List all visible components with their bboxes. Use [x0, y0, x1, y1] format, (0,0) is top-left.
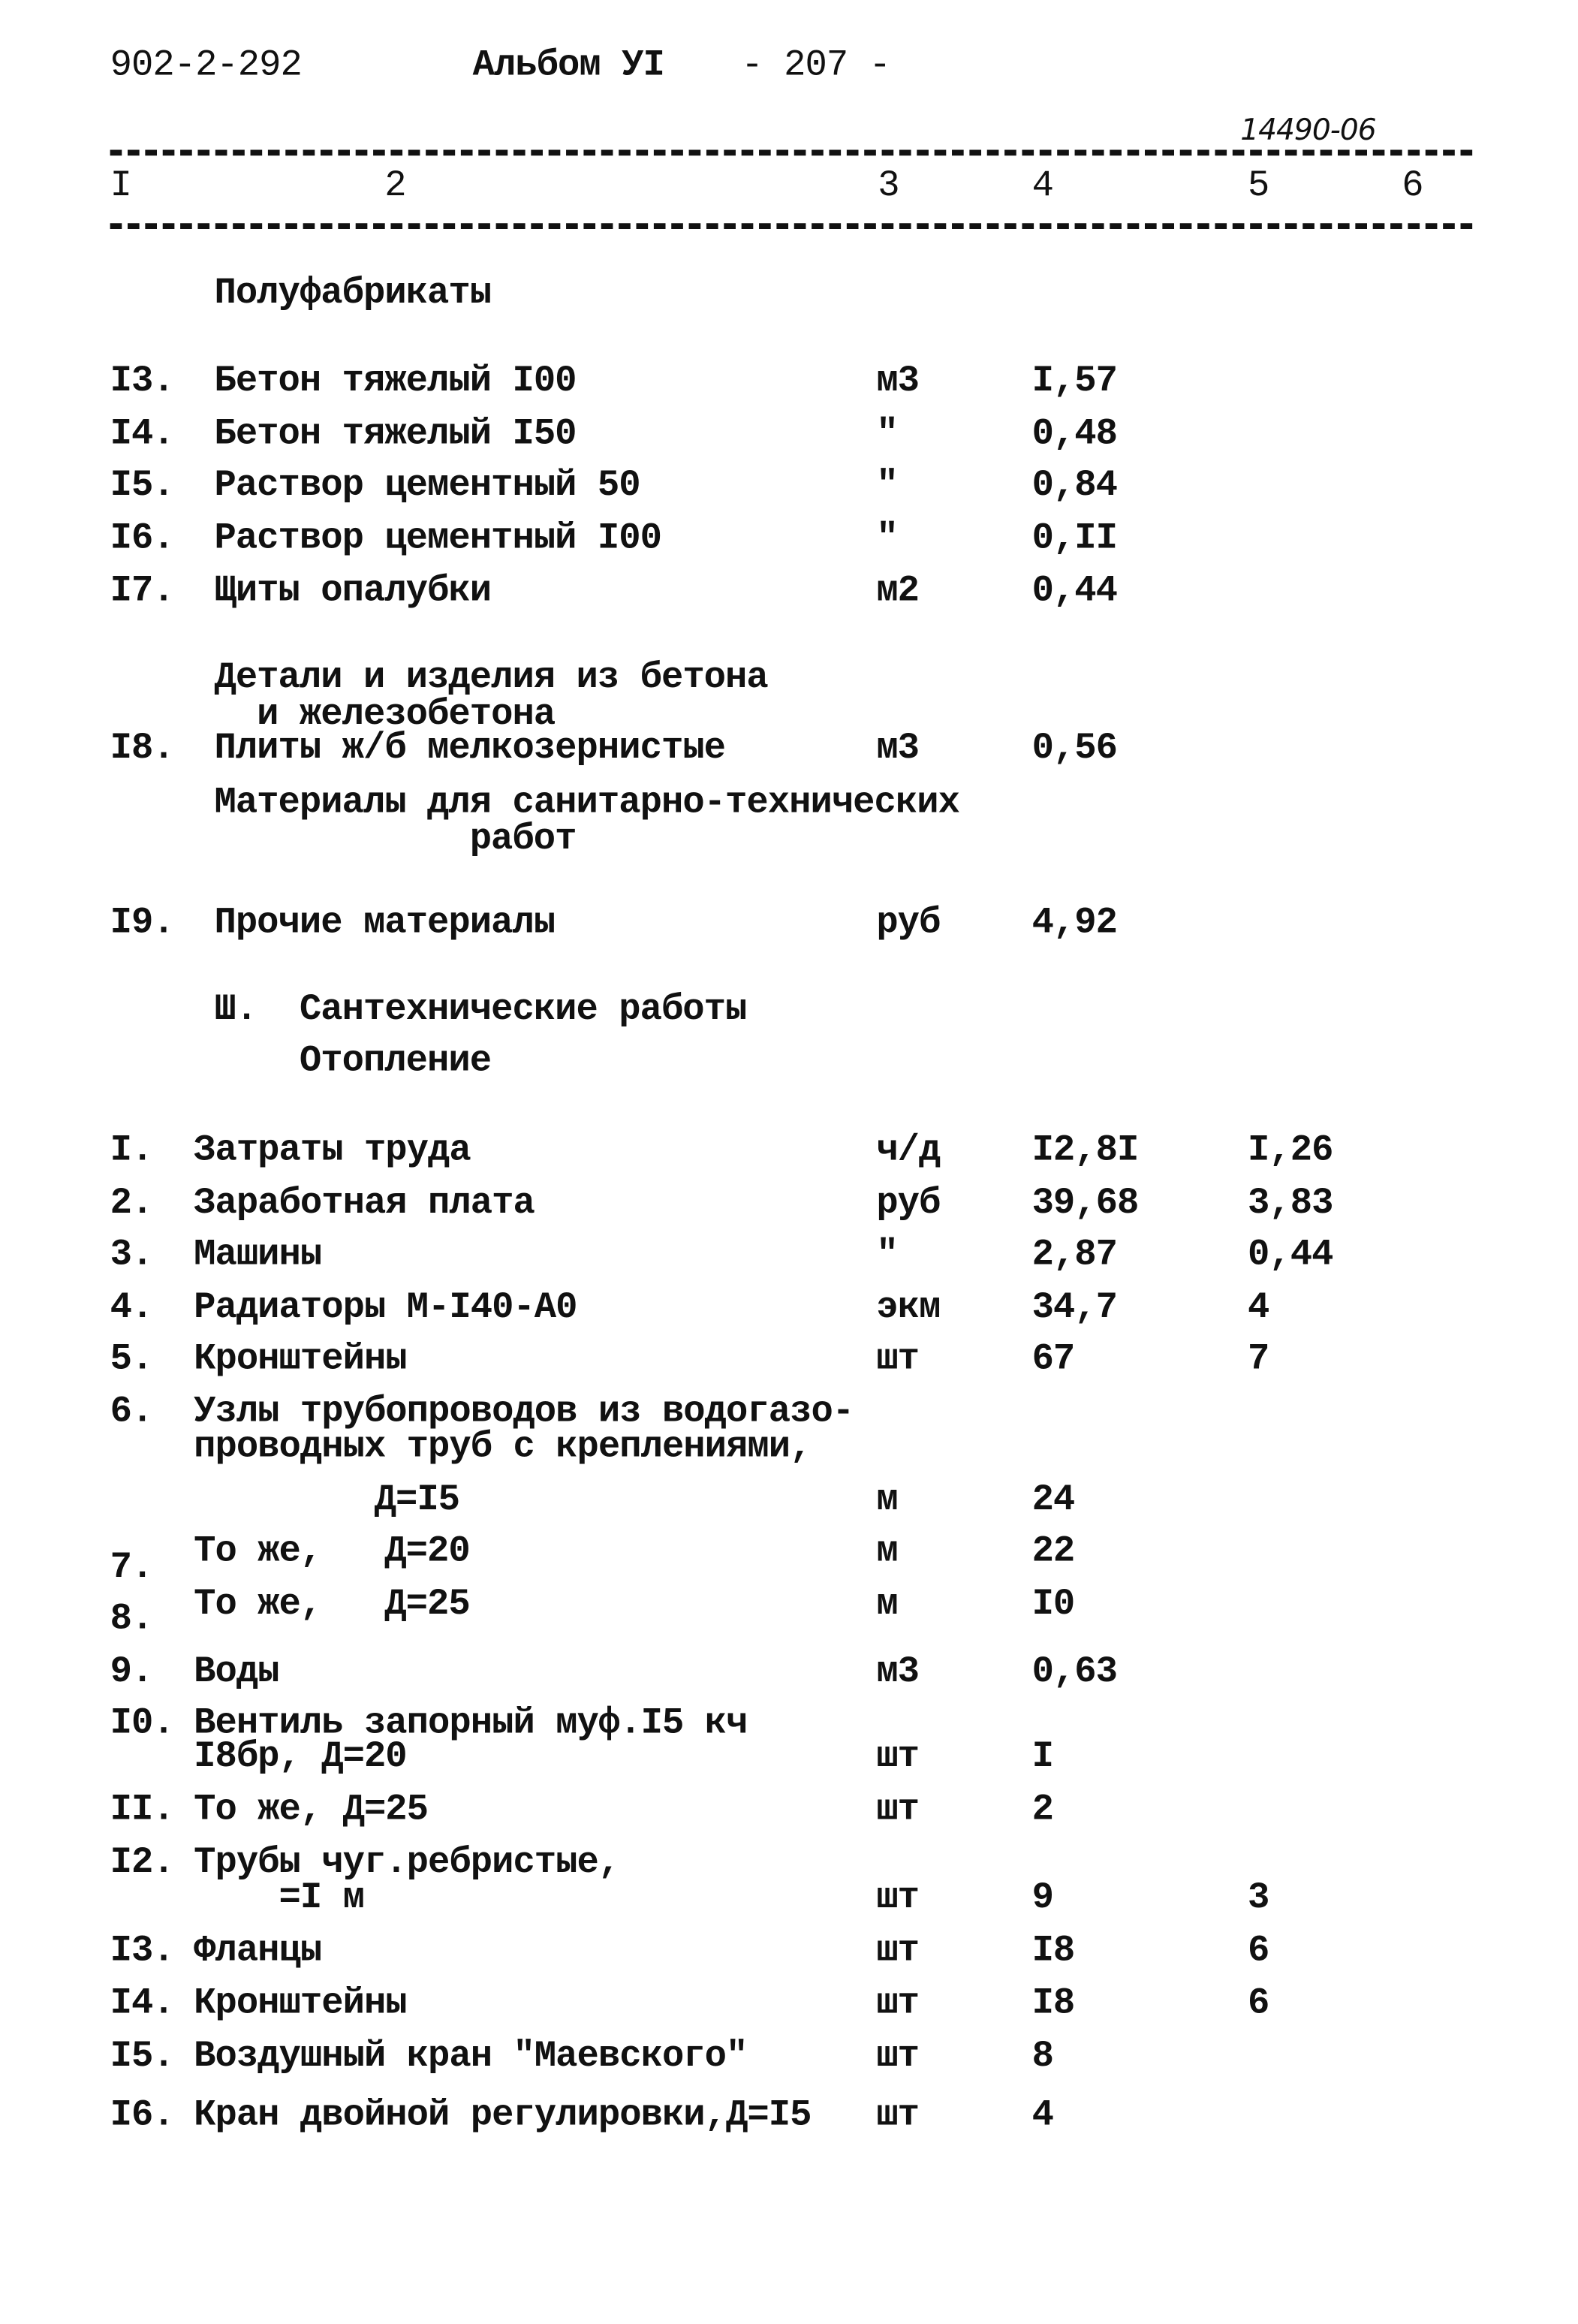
- row-col5: 7: [1248, 1337, 1269, 1380]
- row-number: 7.: [110, 1545, 153, 1589]
- col-header-1: I: [110, 164, 132, 207]
- album-label: Альбом УI: [472, 44, 664, 87]
- row-name: То же, Д=25: [194, 1788, 429, 1831]
- row-name: Затраты труда: [194, 1129, 471, 1172]
- row-number: 5.: [110, 1337, 153, 1380]
- row-name: Прочие материалы: [214, 901, 556, 945]
- row-name-continued: I8бр, Д=20: [194, 1735, 407, 1778]
- row-unit: ": [876, 1233, 898, 1277]
- row-name: Воздушный кран "Маевского": [194, 2035, 748, 2078]
- col-header-2: 2: [384, 164, 406, 207]
- row-qty: I8: [1031, 1982, 1075, 2025]
- row-name-continued: проводных труб с креплениями,: [194, 1425, 812, 1469]
- row-unit: шт: [876, 1337, 920, 1380]
- row-name: Бетон тяжелый I50: [214, 412, 577, 456]
- row-diameter: Д=20: [384, 1530, 470, 1573]
- page-number: - 207 -: [741, 44, 890, 87]
- doc-code: 902-2-292: [110, 44, 302, 87]
- row-name: Кран двойной регулировки,Д=I5: [194, 2093, 812, 2136]
- row-unit: ": [876, 412, 898, 456]
- row-number: 6.: [110, 1390, 153, 1433]
- row-qty: 9: [1031, 1876, 1053, 1919]
- row-qty: 2: [1031, 1788, 1053, 1831]
- row-unit: шт: [876, 1982, 920, 2025]
- row-name: Узлы трубопроводов из водогазо-: [194, 1390, 854, 1433]
- row-unit: руб: [876, 901, 941, 945]
- row-qty: 0,56: [1031, 726, 1118, 770]
- row-number: I5.: [110, 2035, 174, 2078]
- row-qty: I8: [1031, 1929, 1075, 1972]
- row-number: I9.: [110, 901, 174, 945]
- row-number: I6.: [110, 2093, 174, 2136]
- row-name: Вентиль запорный муф.I5 кч: [194, 1702, 748, 1744]
- row-col5: 6: [1248, 1982, 1269, 2025]
- col-header-6: 6: [1402, 164, 1423, 207]
- section-roman: Ш.: [214, 987, 257, 1031]
- row-qty: I: [1031, 1735, 1053, 1778]
- row-unit: шт: [876, 1788, 920, 1831]
- row-name: Щиты опалубки: [214, 569, 492, 613]
- row-unit: шт: [876, 1876, 920, 1919]
- row-col5: 4: [1248, 1286, 1269, 1329]
- row-unit: шт: [876, 2093, 920, 2136]
- row-number: I3.: [110, 1929, 174, 1972]
- row-name: Заработная плата: [194, 1182, 535, 1225]
- section-title: работ: [469, 818, 577, 861]
- row-col5: 3,83: [1248, 1182, 1333, 1225]
- row-unit: ": [876, 517, 898, 559]
- row-number: I3.: [110, 360, 174, 402]
- row-unit: м3: [876, 360, 920, 402]
- stamp-number: 14490-06: [1240, 111, 1376, 147]
- row-number: I6.: [110, 517, 174, 559]
- row-unit: м: [876, 1582, 898, 1626]
- row-name: Воды: [194, 1650, 279, 1693]
- row-qty: 4: [1031, 2093, 1053, 2136]
- row-number: I7.: [110, 569, 174, 613]
- row-number: 3.: [110, 1233, 153, 1277]
- row-unit: ": [876, 463, 898, 507]
- row-qty: 0,44: [1031, 569, 1118, 613]
- row-unit: шт: [876, 1735, 920, 1778]
- row-unit: м: [876, 1478, 898, 1521]
- row-number: I4.: [110, 1982, 174, 2025]
- row-number: II.: [110, 1788, 174, 1831]
- row-name: То же,: [194, 1530, 322, 1573]
- row-name: Кронштейны: [194, 1337, 407, 1380]
- row-name-continued: =I м: [279, 1876, 364, 1919]
- row-number: 2.: [110, 1182, 153, 1225]
- row-name: Фланцы: [194, 1929, 322, 1972]
- row-col5: 3: [1248, 1876, 1269, 1919]
- row-number: I2.: [110, 1840, 174, 1884]
- row-unit: м: [876, 1530, 898, 1573]
- row-number: I0.: [110, 1702, 174, 1744]
- row-unit: шт: [876, 1929, 920, 1972]
- row-name: Трубы чуг.ребристые,: [194, 1840, 620, 1884]
- row-name: Бетон тяжелый I00: [214, 360, 577, 402]
- section-title: Полуфабрикаты: [214, 271, 492, 315]
- row-col5: 6: [1248, 1929, 1269, 1972]
- row-name: Машины: [194, 1233, 322, 1277]
- row-qty: 24: [1031, 1478, 1075, 1521]
- row-name: Радиаторы М-I40-А0: [194, 1286, 577, 1329]
- row-col5: 0,44: [1248, 1233, 1333, 1277]
- row-unit: руб: [876, 1182, 941, 1225]
- divider: [110, 149, 1473, 155]
- section-title: Сантехнические работы: [299, 987, 747, 1031]
- row-unit: м2: [876, 569, 920, 613]
- row-qty: I,57: [1031, 360, 1118, 402]
- col-header-3: 3: [878, 164, 899, 207]
- row-name: Раствор цементный I00: [214, 517, 661, 559]
- row-qty: 8: [1031, 2035, 1053, 2078]
- row-number: 8.: [110, 1597, 153, 1641]
- row-diameter: Д=25: [384, 1582, 470, 1626]
- row-number: 9.: [110, 1650, 153, 1693]
- row-number: I4.: [110, 412, 174, 456]
- row-col5: I,26: [1248, 1129, 1333, 1172]
- row-unit: шт: [876, 2035, 920, 2078]
- row-qty: 67: [1031, 1337, 1075, 1380]
- divider: [110, 223, 1473, 229]
- row-qty: 0,II: [1031, 517, 1118, 559]
- row-number: I.: [110, 1129, 153, 1172]
- section-title: Детали и изделия из бетона: [214, 656, 768, 699]
- section-subtitle: Отопление: [299, 1039, 492, 1083]
- row-unit: м3: [876, 726, 920, 770]
- section-title: Материалы для санитарно-технических: [214, 781, 959, 824]
- row-qty: 4,92: [1031, 901, 1118, 945]
- row-unit: экм: [876, 1286, 941, 1329]
- row-unit: ч/д: [876, 1129, 941, 1172]
- row-qty: 34,7: [1031, 1286, 1118, 1329]
- row-unit: м3: [876, 1650, 920, 1693]
- row-qty: 22: [1031, 1530, 1075, 1573]
- row-name: Плиты ж/б мелкозернистые: [214, 726, 726, 770]
- row-diameter: Д=I5: [374, 1478, 460, 1521]
- row-qty: I2,8I: [1031, 1129, 1139, 1172]
- row-number: 4.: [110, 1286, 153, 1329]
- row-qty: 2,87: [1031, 1233, 1118, 1277]
- row-qty: I0: [1031, 1582, 1075, 1626]
- row-number: I8.: [110, 726, 174, 770]
- row-number: I5.: [110, 463, 174, 507]
- row-name: Кронштейны: [194, 1982, 407, 2025]
- row-qty: 0,84: [1031, 463, 1118, 507]
- row-qty: 39,68: [1031, 1182, 1139, 1225]
- row-qty: 0,63: [1031, 1650, 1118, 1693]
- section-title: и железобетона: [257, 692, 556, 736]
- row-name: Раствор цементный 50: [214, 463, 640, 507]
- col-header-5: 5: [1248, 164, 1269, 207]
- col-header-4: 4: [1031, 164, 1053, 207]
- row-qty: 0,48: [1031, 412, 1118, 456]
- row-name: То же,: [194, 1582, 322, 1626]
